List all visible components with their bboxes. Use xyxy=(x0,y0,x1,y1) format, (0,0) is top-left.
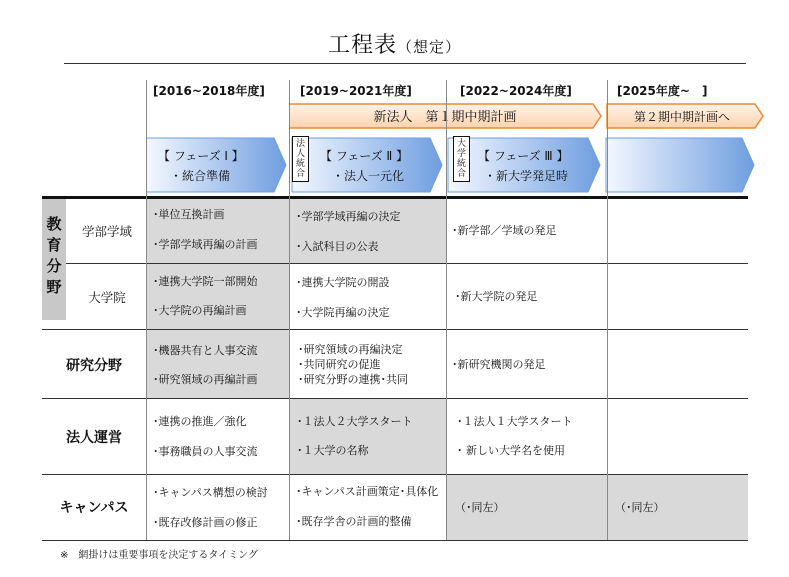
divider-education-research xyxy=(42,329,748,330)
cell-graduate-p1-1: ･連携大学院一部開始 xyxy=(153,275,258,288)
cell-corporate-p2-2: ･１大学の名称 xyxy=(297,444,369,457)
cell-corporate-p1-1: ･連携の推進／強化 xyxy=(153,415,247,428)
shade-corporate-p2 xyxy=(289,398,446,474)
education-label-text: 教育分野 xyxy=(46,215,62,296)
phase-1-name: 【 フェーズ Ⅰ 】 xyxy=(158,149,244,163)
period-header-1: [2016~2018年度] xyxy=(153,84,265,98)
cell-graduate-p2-2: ･大学院再編の決定 xyxy=(296,306,390,319)
column-line-1 xyxy=(146,80,147,540)
shade-graduate-p1 xyxy=(146,263,289,329)
badge-corporate-integration: 法人統合 xyxy=(292,136,309,182)
education-group-label xyxy=(42,198,66,320)
phase-arrow-4 xyxy=(606,138,754,192)
period-header-3: [2022~2024年度] xyxy=(460,84,572,98)
divider-faculty-graduate xyxy=(66,263,748,264)
badge-university-integration: 大学統合 xyxy=(453,136,470,182)
row-label-faculty: 学部学域 xyxy=(81,224,132,239)
page-title xyxy=(0,28,789,59)
phase-3-desc: ・新大学発足時 xyxy=(484,169,569,183)
cell-research-p1-2: ･研究領域の再編計画 xyxy=(153,373,258,386)
cell-corporate-p3-1: ･１法人１大学スタート xyxy=(457,415,573,428)
plan-next-label: 第２期中期計画へ xyxy=(633,110,730,124)
title-underline xyxy=(64,63,746,64)
row-label-corporate: 法人運営 xyxy=(66,430,122,446)
cell-graduate-p1-2: ･大学院の再編計画 xyxy=(153,304,247,317)
cell-faculty-p1-1: ･単位互換計画 xyxy=(153,208,225,221)
cell-campus-p2-2: ･既存学舎の計画的整備 xyxy=(296,515,412,528)
cell-faculty-p3-1: ･新学部／学域の発足 xyxy=(452,224,557,237)
cell-campus-p1-2: ･既存改修計画の修正 xyxy=(153,516,258,529)
phase-1-desc: ・統合準備 xyxy=(170,169,231,183)
cell-research-p2-3: ･研究分野の連携･共同 xyxy=(298,373,408,386)
cell-research-p1-1: ･機器共有と人事交流 xyxy=(153,344,258,357)
row-label-research: 研究分野 xyxy=(66,358,122,374)
cell-corporate-p2-1: ･１法人２大学スタート xyxy=(297,415,413,428)
title-text: 工程表 xyxy=(327,33,397,58)
cell-corporate-p1-2: ･事務職員の人事交流 xyxy=(153,445,258,458)
row-label-campus: キャンパス xyxy=(59,500,129,516)
cell-research-p2-2: ･共同研究の促進 xyxy=(298,358,381,371)
cell-research-p3-1: ･新研究機関の発足 xyxy=(452,358,546,371)
cell-faculty-p2-2: ･入試科目の公表 xyxy=(296,240,379,253)
divider-corporate-campus xyxy=(42,474,748,475)
cell-campus-p4-1: （･同左） xyxy=(615,501,665,514)
cell-graduate-p3-1: ･新大学院の発足 xyxy=(455,290,538,303)
cell-research-p2-1: ･研究領域の再編決定 xyxy=(298,343,403,356)
period-header-2: [2019~2021年度] xyxy=(300,84,412,98)
phase-2-name: 【 フェーズ Ⅱ 】 xyxy=(320,149,409,163)
cell-campus-p2-1: ･キャンパス計画策定･具体化 xyxy=(296,485,439,498)
divider-research-corporate xyxy=(42,398,748,399)
cell-graduate-p2-1: ･連携大学院の開設 xyxy=(296,276,390,289)
column-line-4 xyxy=(607,80,608,540)
title-subtitle: （想定） xyxy=(397,38,462,56)
table-top-border xyxy=(42,196,748,199)
cell-faculty-p1-2: ･学部学域再編の計画 xyxy=(153,238,258,251)
cell-faculty-p2-1: ･学部学域再編の決定 xyxy=(296,210,401,223)
phase-2-desc: ・法人一元化 xyxy=(332,169,405,183)
phase-3-name: 【 フェーズ Ⅲ 】 xyxy=(478,149,569,163)
shade-research-p1 xyxy=(146,330,289,398)
table-bottom-border xyxy=(42,540,748,541)
period-header-4: [2025年度~ ] xyxy=(617,84,708,98)
column-line-2 xyxy=(289,80,290,540)
row-label-graduate: 大学院 xyxy=(88,290,126,305)
footnote: ※ 網掛けは重要事項を決定するタイミング xyxy=(60,550,258,561)
cell-corporate-p3-2: ･ 新しい大学名を使用 xyxy=(457,444,565,457)
phase-arrows xyxy=(146,136,758,194)
plan-current-label: 新法人 第１期中期計画 xyxy=(373,110,517,125)
cell-campus-p3-1: （･同左） xyxy=(455,501,505,514)
column-line-3 xyxy=(446,80,447,540)
cell-campus-p1-1: ･キャンパス構想の検討 xyxy=(153,486,268,499)
